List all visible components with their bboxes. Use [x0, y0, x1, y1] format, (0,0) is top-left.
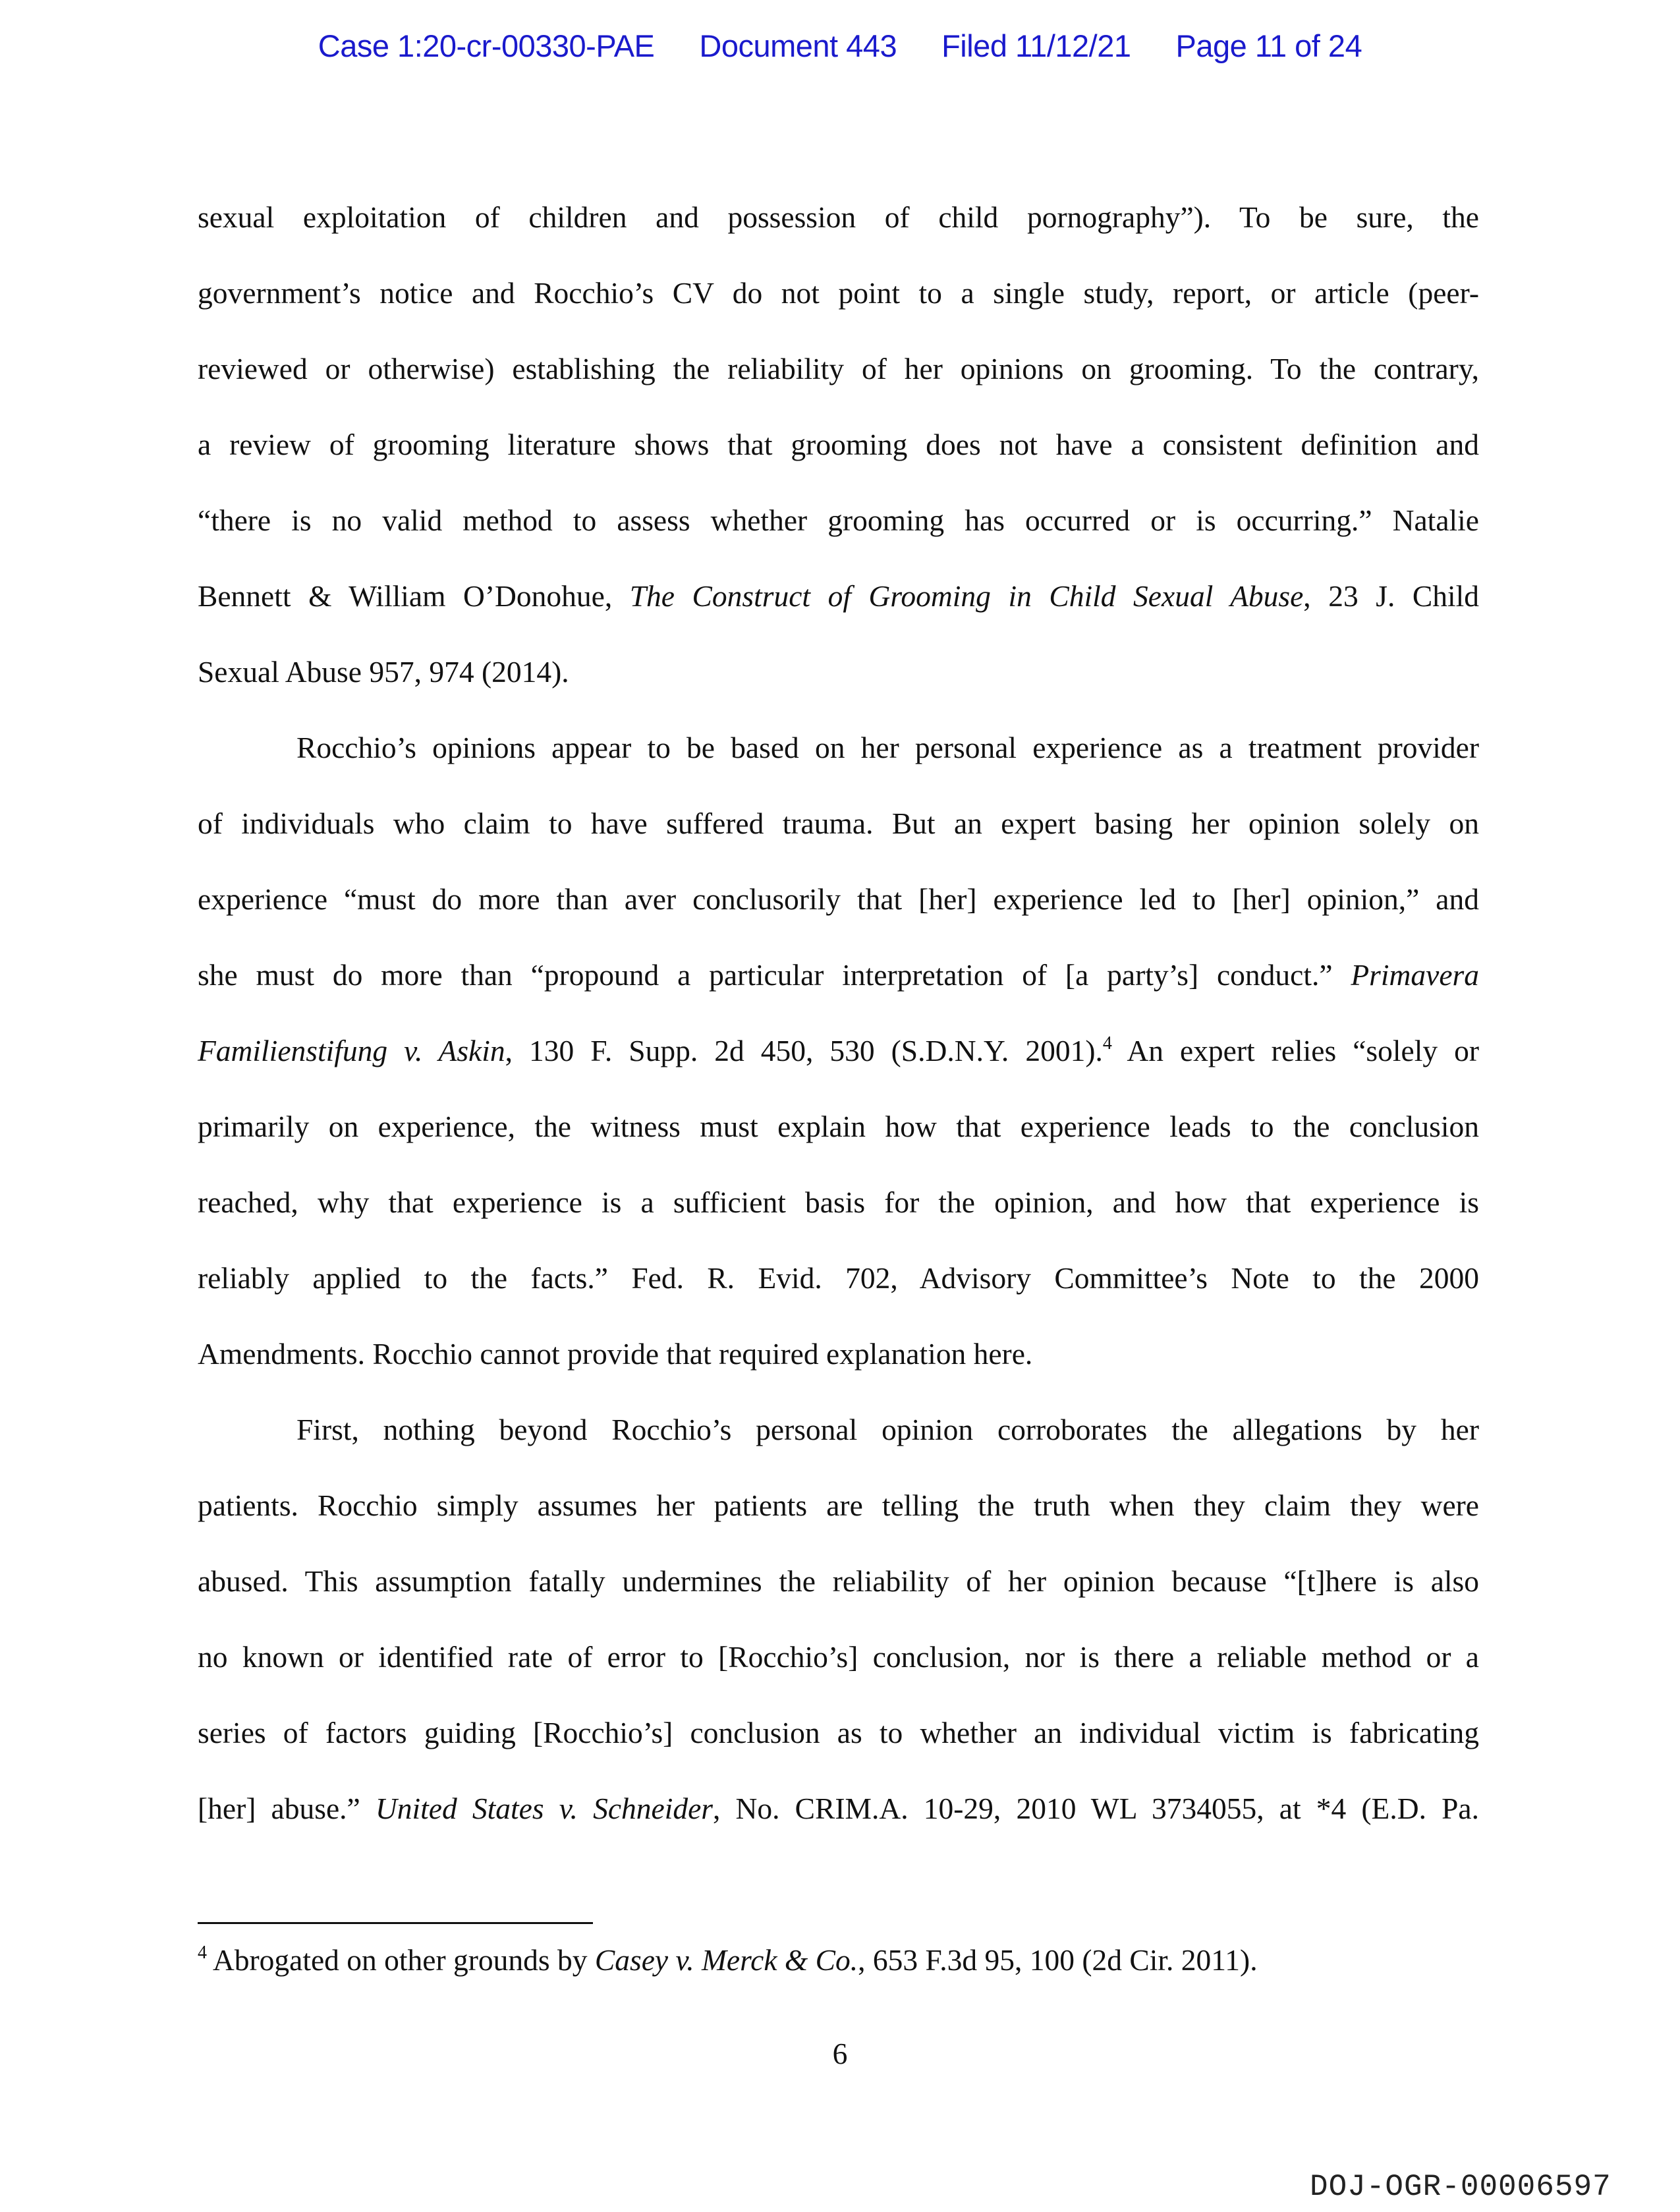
body-line-citation: [198, 1789, 1479, 1829]
footnote: [198, 1941, 1258, 1980]
body-line: Amendments. Rocchio cannot provide that required explanation here.: [198, 1337, 1033, 1371]
article-title: The Construct of Grooming in Child Sexual Abuse: [629, 579, 1304, 613]
body-line: no known or identified rate of error to [Rocchio’s] conclusion, nor is there a reliable method or a: [198, 1640, 1479, 1674]
case-name: Casey v. Merck & Co.: [594, 1943, 858, 1977]
body-line: a review of grooming literature shows that grooming does not have a consistent definition and: [198, 428, 1479, 461]
footnote-number: 4: [198, 1943, 207, 1963]
text: , 653 F.3d 95, 100 (2d Cir. 2011).: [858, 1943, 1258, 1977]
page-number: 6: [832, 2037, 848, 2070]
text: , 23 J. Child: [1303, 579, 1479, 613]
case-name: United States v. Schneider: [375, 1792, 714, 1825]
case-name: Familienstifung v. Askin: [198, 1034, 505, 1067]
case-name: Primavera: [1351, 958, 1479, 992]
body-line: reviewed or otherwise) establishing the reliability of her opinions on grooming. To the contrary,: [198, 352, 1479, 385]
body-line: reached, why that experience is a sufficient basis for the opinion, and how that experience is: [198, 1185, 1479, 1219]
ecf-header: [0, 28, 1680, 64]
text: Abrogated on other grounds by: [207, 1943, 595, 1977]
body-line: “there is no valid method to assess whether grooming has occurred or is occurring.” Natalie: [198, 503, 1479, 537]
text: [her] abuse.”: [198, 1792, 376, 1825]
body-line-citation: [198, 577, 1479, 616]
text: she must do more than “propound a particular interpretation of [a party’s] conduct.”: [198, 958, 1351, 992]
body-line: First, nothing beyond Rocchio’s personal opinion corroborates the allegations by her: [296, 1413, 1479, 1446]
bates-stamp: DOJ-OGR-00006597: [1310, 2170, 1611, 2204]
footnote-ref[interactable]: 4: [1102, 1033, 1112, 1054]
text: , 130 F. Supp. 2d 450, 530 (S.D.N.Y. 2001).: [505, 1034, 1103, 1067]
text: An expert relies “solely or: [1111, 1034, 1479, 1067]
body-line: Rocchio’s opinions appear to be based on her personal experience as a treatment provider: [296, 731, 1479, 764]
body-line: government’s notice and Rocchio’s CV do not point to a single study, report, or article (peer-: [198, 276, 1479, 310]
body-line: of individuals who claim to have suffered trauma. But an expert basing her opinion solely on: [198, 807, 1479, 840]
body-line: Sexual Abuse 957, 974 (2014).: [198, 655, 569, 689]
filed-date: Filed 11/12/21: [941, 28, 1131, 63]
body-line: series of factors guiding [Rocchio’s] conclusion as to whether an individual victim is fabricating: [198, 1716, 1479, 1749]
body-line: experience “must do more than aver conclusorily that [her] experience led to [her] opinion,” and: [198, 882, 1479, 916]
text: , No. CRIM.A. 10-29, 2010 WL 3734055, at *4 (E.D. Pa.: [713, 1792, 1479, 1825]
case-number: Case 1:20-cr-00330-PAE: [318, 28, 655, 63]
footnote-divider: [198, 1922, 593, 1924]
page-of-total: Page 11 of 24: [1175, 28, 1362, 63]
body-line: primarily on experience, the witness must explain how that experience leads to the conclusion: [198, 1110, 1479, 1143]
body-line: sexual exploitation of children and possession of child pornography”). To be sure, the: [198, 200, 1479, 234]
body-line: patients. Rocchio simply assumes her patients are telling the truth when they claim they were: [198, 1489, 1479, 1522]
body-line: abused. This assumption fatally undermines the reliability of her opinion because “[t]here is also: [198, 1564, 1479, 1598]
body-line-citation: [198, 955, 1479, 995]
body-line-citation: [198, 1031, 1479, 1071]
text: Bennett & William O’Donohue,: [198, 579, 630, 613]
body-line: reliably applied to the facts.” Fed. R. Evid. 702, Advisory Committee’s Note to the 2000: [198, 1261, 1479, 1295]
document-number: Document 443: [699, 28, 897, 63]
